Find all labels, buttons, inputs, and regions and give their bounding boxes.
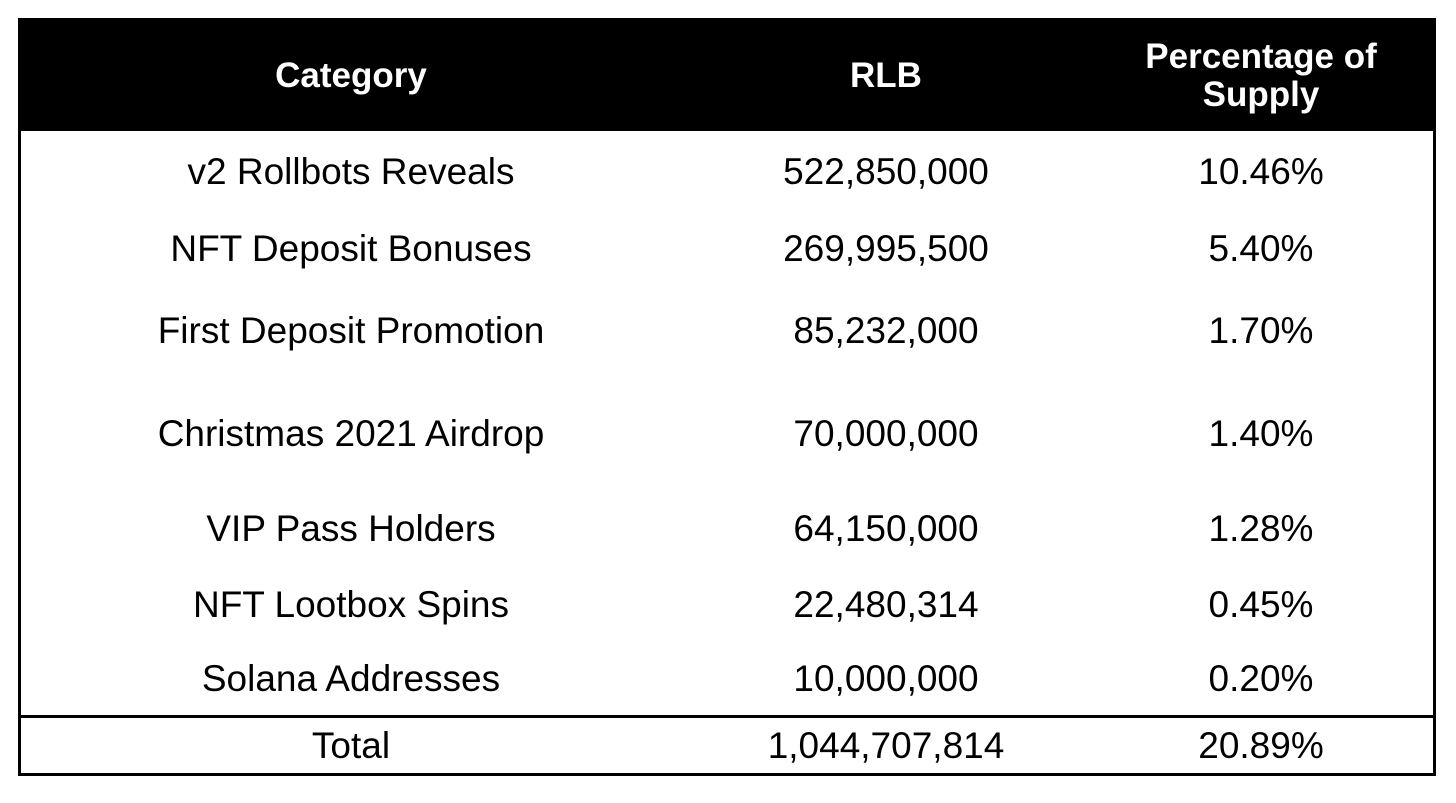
row-rlb: 85,232,000 bbox=[793, 310, 979, 351]
table-row bbox=[21, 491, 1433, 567]
row-rlb: 70,000,000 bbox=[793, 413, 979, 454]
table-row bbox=[21, 567, 1433, 643]
row-rlb: 22,480,314 bbox=[793, 584, 979, 625]
table-header bbox=[21, 21, 1433, 131]
header-percentage: Percentage of Supply bbox=[1145, 37, 1377, 114]
row-category: VIP Pass Holders bbox=[206, 508, 496, 549]
row-category: v2 Rollbots Reveals bbox=[187, 151, 515, 192]
total-percentage: 20.89% bbox=[1198, 724, 1324, 766]
row-percentage: 1.40% bbox=[1208, 413, 1314, 454]
row-rlb: 522,850,000 bbox=[783, 151, 989, 192]
row-rlb: 64,150,000 bbox=[793, 508, 979, 549]
total-category: Total bbox=[311, 724, 391, 766]
total-rlb: 1,044,707,814 bbox=[767, 724, 1005, 766]
row-category: NFT Lootbox Spins bbox=[192, 584, 510, 625]
header-rlb: RLB bbox=[850, 56, 922, 95]
total-row bbox=[21, 718, 1433, 773]
row-percentage: 10.46% bbox=[1198, 151, 1324, 192]
row-percentage: 5.40% bbox=[1208, 228, 1314, 269]
rlb-allocation-table bbox=[18, 18, 1436, 776]
row-percentage: 1.28% bbox=[1208, 508, 1314, 549]
row-percentage: 1.70% bbox=[1208, 310, 1314, 351]
table-row bbox=[21, 131, 1433, 213]
row-category: First Deposit Promotion bbox=[157, 310, 545, 351]
row-category: NFT Deposit Bonuses bbox=[170, 228, 532, 269]
table-row bbox=[21, 285, 1433, 377]
header-category: Category bbox=[275, 56, 427, 95]
table-row bbox=[21, 643, 1433, 715]
row-percentage: 0.45% bbox=[1208, 584, 1314, 625]
table-row bbox=[21, 377, 1433, 491]
row-category: Christmas 2021 Airdrop bbox=[157, 413, 545, 454]
row-percentage: 0.20% bbox=[1208, 658, 1314, 699]
row-rlb: 269,995,500 bbox=[783, 228, 989, 269]
row-category: Solana Addresses bbox=[201, 658, 501, 699]
table-row bbox=[21, 213, 1433, 285]
row-rlb: 10,000,000 bbox=[793, 658, 979, 699]
